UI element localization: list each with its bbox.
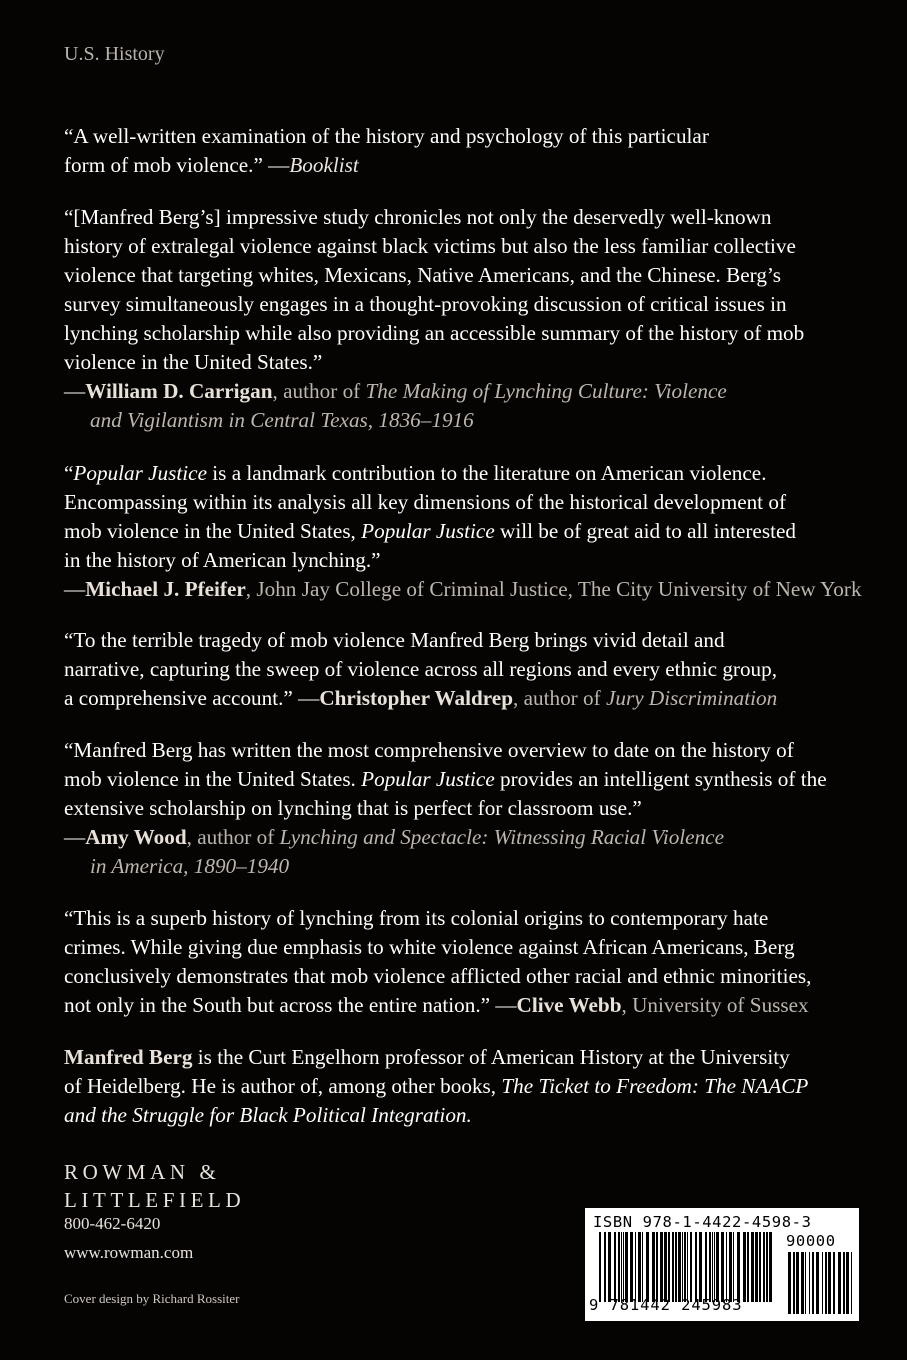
barcode-bar [684,1232,686,1302]
barcode-bar [743,1232,746,1302]
barcode-bar [733,1232,734,1302]
reviewer-waldrep: Christopher Waldrep [319,686,513,710]
author-name: Manfred Berg [64,1045,193,1069]
author-bio: Manfred Berg is the Curt Engelhorn professor of American History at the University of Heidelberg. He is author of, among other books, The Ticket to Freedom: The NAACP and the Struggle for Black Political Integration. [64,1045,809,1127]
barcode-bar [652,1232,655,1302]
barcode-bar [638,1232,641,1302]
barcode-bar [714,1232,715,1302]
barcode-bar [801,1252,804,1314]
barcode-bar [788,1252,791,1314]
barcode-bar [664,1232,667,1302]
barcode-bar [747,1232,749,1302]
barcode-bar [793,1252,795,1314]
barcode-bar [618,1232,620,1302]
barcode-bar [614,1232,616,1302]
reviewer-webb: Clive Webb [516,993,622,1017]
barcode-bar [769,1232,772,1302]
barcode-bar [751,1232,754,1302]
blurb-booklist: “A well-written examination of the history and psychology of this particular form of mob violence.” —Booklist [64,124,709,177]
reviewer-wood: Amy Wood [85,825,187,849]
barcode-bar [630,1232,633,1302]
barcode-bar [838,1252,841,1314]
blurb-waldrep: “To the terrible tragedy of mob violence Manfred Berg brings vivid detail and narrative, capturing the sweep of violence across all regions and every ethnic group, a comprehensive account.” —Christopher Waldrep, author of Jury Discrimination [64,628,778,710]
reviewer-pfeifer: Michael J. Pfeifer [85,577,246,601]
barcode-bar [646,1232,649,1302]
publisher-logo-line2: LITTLEFIELD [64,1188,246,1212]
barcode-bar [709,1232,711,1302]
barcode-bar [699,1232,702,1302]
barcode-bar [621,1232,622,1302]
barcode-bar [809,1252,810,1314]
barcode-bar [759,1232,761,1302]
barcode-bar [796,1252,799,1314]
category-label: U.S. History [64,43,165,65]
ean-bars [599,1232,781,1302]
barcode-bar [687,1232,688,1302]
barcode-bar [682,1232,683,1302]
barcode-bar [635,1232,636,1302]
barcode-bar [721,1232,724,1302]
barcode-bar [833,1252,835,1314]
publisher-website: www.rowman.com [64,1243,194,1262]
barcode-bar [825,1252,827,1314]
barcode-bar [675,1232,677,1302]
barcode-bar [660,1232,663,1302]
cover-credit: Cover design by Richard Rossiter [64,1291,240,1306]
blurb-webb: “This is a superb history of lynching from its colonial origins to contemporary hate crimes. While giving due emphasis to white violence against African Americans, Berg conclusively demonstrates that mob violence afflicted other racial and ethnic minorities, not only in the South but across the entire nation.” —Clive Webb, University of Sussex [64,906,812,1017]
barcode-bar [843,1252,845,1314]
publisher-logo-line1: ROWMAN & [64,1160,221,1184]
barcode-bar [851,1252,852,1314]
barcode-bar [716,1232,719,1302]
barcode-bar [604,1232,606,1302]
barcode-bar [812,1252,814,1314]
blurb-wood: “Manfred Berg has written the most comprehensive overview to date on the history of mob violence in the United States. Popular Justice provides an intelligent synthesis of the extensive scholarship on lynching that is perfect for classroom use.” —Amy Wood, author of Lynching and Spectacle: Witnessing Racial Violence in America, 1890–1940 [64,738,827,878]
barcode-bar [678,1232,681,1302]
barcode-bar [608,1232,611,1302]
barcode-bar [729,1232,732,1302]
barcode-bar [755,1232,758,1302]
barcode-bar [805,1252,806,1314]
barcode-bar [672,1232,674,1302]
barcode-bar [705,1232,707,1302]
barcode-bar [642,1232,643,1302]
blurb-pfeifer: “Popular Justice is a landmark contribution to the literature on American violence. Encompassing within its analysis all key dimensions of the historical development of mob violence in the United States, Popular Justice will be of great aid to all interested in the history of American lynching.” —Michael J. Pfeifer, John Jay College of Criminal Justice, The City University of New York [64,461,862,601]
isbn-label: ISBN 978-1-4422-4598-3 [593,1213,812,1231]
barcode-bar [828,1252,831,1314]
barcode-bar [737,1232,740,1302]
publisher-phone: 800-462-6420 [64,1214,161,1233]
barcode-bar [712,1232,713,1302]
barcode-bar [816,1252,819,1314]
price-code: 90000 [786,1232,836,1250]
barcode-bar [695,1232,697,1302]
isbn-barcode [585,1208,859,1321]
barcode-bar [599,1232,601,1302]
barcode-bar [763,1232,765,1302]
barcode-bar [668,1232,670,1302]
barcode-bar [822,1252,823,1314]
addon-bars [788,1252,852,1314]
barcode-bar [690,1232,692,1302]
barcode-bar [625,1232,628,1302]
barcode-bar [623,1232,624,1302]
barcode-bar [726,1232,727,1302]
barcode-bar [656,1232,658,1302]
blurb-carrigan: “[Manfred Berg’s] impressive study chronicles not only the deservedly well-known history of extralegal violence against black victims but also the less familiar collective violence that targeting whites, Mexicans, Native Americans, and the Chinese. Berg’s survey simultaneously engages in a thought-provoking discussion of critical issues in lynching scholarship while also providing an accessible summary of the history of mob violence in the United States.” —William D. Carrigan, author of The Making of Lynching Culture: Violence and Vigilantism in Central Texas, 1836–1916 [64,205,805,432]
barcode-bar [846,1252,849,1314]
source-booklist: Booklist [289,153,359,177]
ean-digits: 9 781442 245983 [589,1296,743,1314]
reviewer-carrigan: William D. Carrigan [85,379,273,403]
barcode-bar [766,1232,768,1302]
